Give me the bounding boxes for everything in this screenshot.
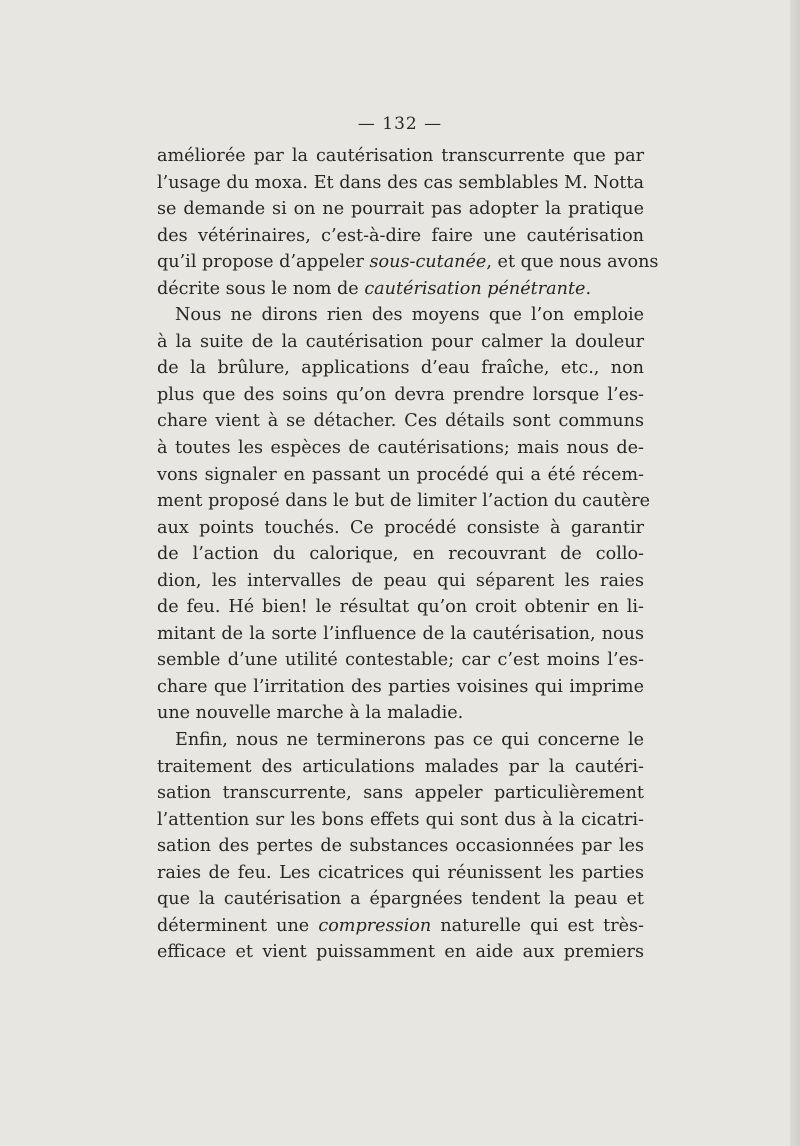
text-line: à toutes les espèces de cautérisations; mais nous de- [157,438,644,459]
text-line: se demande si on ne pourrait pas adopter la pratique [157,199,644,220]
text-segment: décrite sous le nom de [157,278,365,299]
text-segment: qu’il propose d’appeler [157,252,370,273]
text-line: mitant de la sorte l’influence de la cautérisation, nous [157,623,644,644]
text-line: sation des pertes de substances occasionnées par les [157,836,644,857]
page-number: — 132 — [357,114,443,134]
text-line: améliorée par la cautérisation transcurrente que par [157,146,644,166]
text-line [157,249,659,276]
text-line: de la brûlure, applications d’eau fraîche, etc., non [157,358,644,379]
text-line: chare vient à se détacher. Ces détails sont communs [157,411,644,432]
text-line: que la cautérisation a épargnées tendent la peau et [157,889,644,910]
text-line: de feu. Hé bien! le résultat qu’on croit obtenir en li- [157,597,644,618]
text-line: ment proposé dans le but de limiter l’action du cautère [157,491,651,512]
text-line: l’usage du moxa. Et dans des cas semblables M. Notta [157,172,644,193]
text-segment: déterminent une [157,915,319,936]
page-edge [790,0,800,1146]
text-line: vons signaler en passant un procédé qui a été récem- [157,464,644,485]
text-line: une nouvelle marche à la maladie. [157,703,464,724]
text-line: sation transcurrente, sans appeler particulièrement [157,783,644,804]
text-line [157,276,644,303]
text-segment: naturelle qui est très- [431,915,645,936]
text-segment: . [585,278,592,299]
italic-term: sous-cutanée [369,252,487,273]
text-line: traitement des articulations malades par la cautéri- [157,756,644,777]
text-line: plus que des soins qu’on devra prendre lorsque l’es- [157,384,644,405]
text-line: dion, les intervalles de peau qui séparent les raies [157,570,644,591]
text-line: Enfin, nous ne terminerons pas ce qui concerne le [175,730,644,751]
text-line: efficace et vient puissamment en aide aux premiers [157,942,644,963]
text-line: Nous ne dirons rien des moyens que l’on emploie [175,305,644,326]
text-line: à la suite de la cautérisation pour calmer la douleur [157,331,644,352]
italic-term: cautérisation pénétrante [364,278,586,299]
body-text [157,143,659,966]
text-line: de l’action du calorique, en recouvrant de collo- [157,544,644,565]
text-line: raies de feu. Les cicatrices qui réunissent les parties [157,862,644,883]
text-segment: , et que nous avons [486,252,659,273]
text-line: semble d’une utilité contestable; car c’est moins l’es- [157,650,644,671]
text-line: aux points touchés. Ce procédé consiste à garantir [157,517,644,538]
text-line: l’attention sur les bons effets qui sont dus à la cicatri- [157,809,644,830]
text-line: des vétérinaires, c’est-à-dire faire une cautérisation [157,225,644,246]
text-line [157,913,644,940]
text-line: chare que l’irritation des parties voisines qui imprime [157,676,644,697]
italic-term: compression [318,915,432,936]
